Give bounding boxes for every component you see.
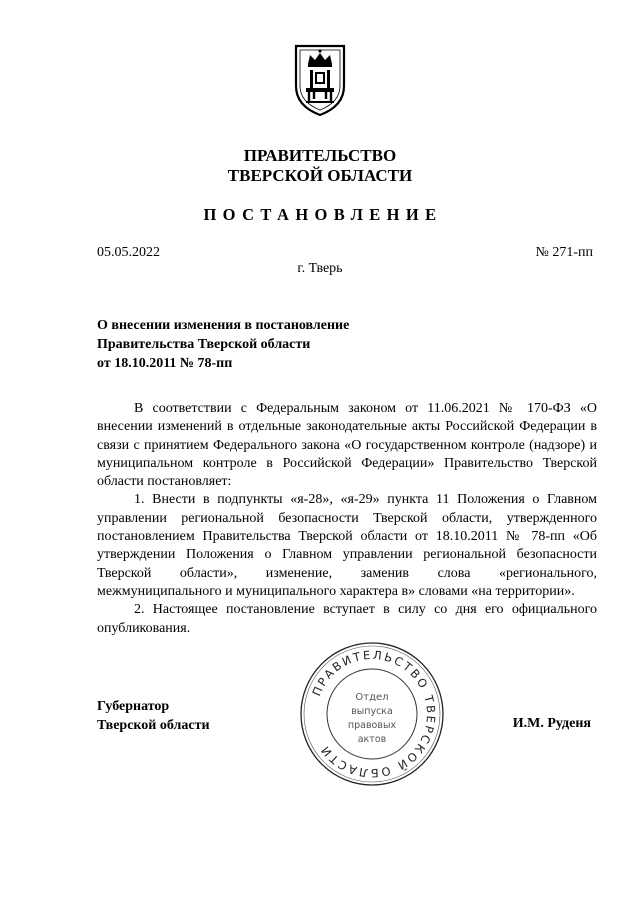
document-body — [97, 400, 597, 638]
stamp-center-line: выпуска — [351, 706, 393, 717]
subject-line: Правительства Тверской области — [97, 337, 311, 352]
signatory-position-line: Губернатор — [97, 699, 170, 714]
official-stamp — [298, 640, 446, 788]
coat-of-arms-emblem — [292, 42, 348, 118]
signatory-name: И.М. Руденя — [512, 716, 591, 731]
document-subject — [97, 316, 349, 373]
signatory-position — [97, 698, 210, 735]
item-paragraph-2: 2. Настоящее постановление вступает в силу со дня его официального опубликования. — [97, 602, 597, 636]
subject-line: от 18.10.2011 № 78-пп — [97, 356, 233, 371]
stamp-center-line: Отдел — [355, 692, 389, 703]
document-number: № 271-пп — [535, 245, 593, 260]
document-type-title: ПОСТАНОВЛЕНИЕ — [203, 205, 443, 224]
organization-name-line2: ТВЕРСКОЙ ОБЛАСТИ — [227, 166, 413, 185]
preamble-paragraph: В соответствии с Федеральным законом от 11.06.2021 № 170-ФЗ «О внесении изменений в отдельные законодательные акты Российской Федерации в связи с принятием Федерального закона «О государственном контроле (надзоре) и муниципальном контроле в Российской Федерации» Правительство Тверской области постановляет: — [97, 401, 597, 490]
stamp-center-line: актов — [357, 734, 387, 745]
subject-line: О внесении изменения в постановление — [97, 318, 350, 333]
document-city: г. Тверь — [297, 261, 343, 276]
signatory-position-line: Тверской области — [97, 717, 210, 733]
item-paragraph-1: 1. Внести в подпункты «я-28», «я-29» пункта 11 Положения о Главном управлении региональной безопасности Тверской области, утвержденного постановлением Правительства Тверской области от 18.10.2011 № 78-пп «Об утверждении Положения о Главном управлении региональной безопасности Тверской области», изменение, заменив слова «регионального, межмуниципального и муниципального характера в» словами «на территории». — [97, 492, 597, 599]
stamp-ring-text: ПРАВИТЕЛЬСТВО ТВЕРСКОЙ ОБЛАСТИ — [309, 647, 439, 781]
stamp-center-line: правовых — [347, 720, 397, 731]
document-date: 05.05.2022 — [97, 245, 160, 260]
organization-name-line1: ПРАВИТЕЛЬСТВО — [243, 146, 397, 165]
